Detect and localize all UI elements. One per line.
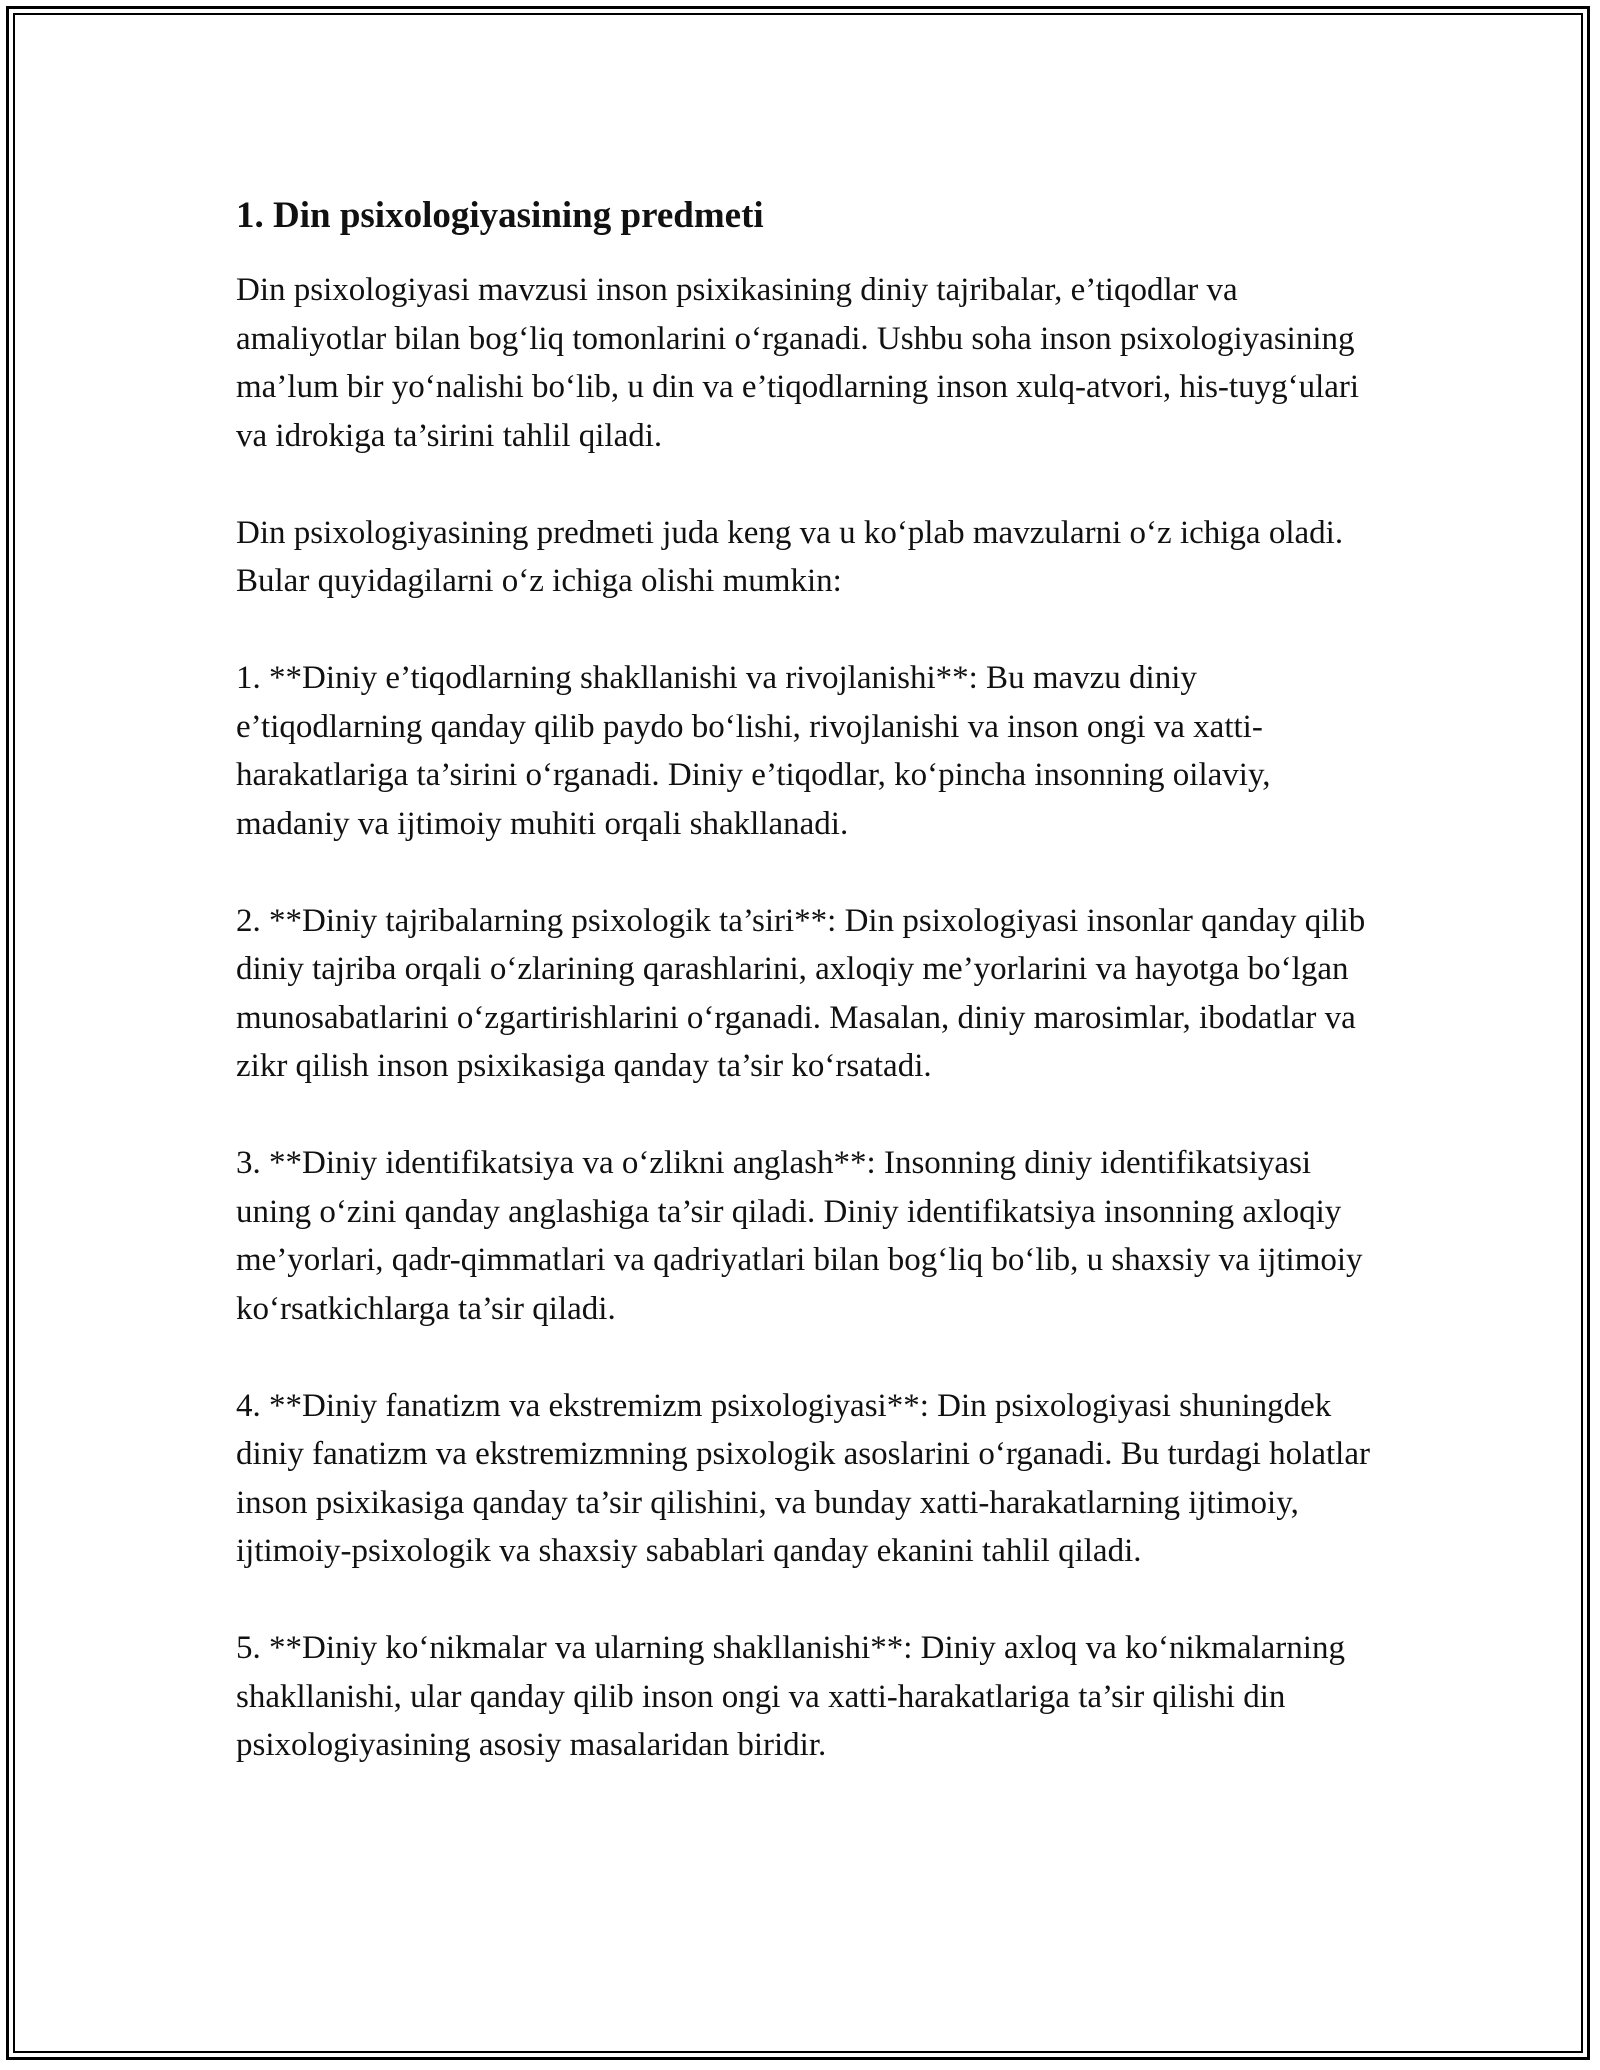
list-item-5: 5. **Diniy ko‘nikmalar va ularning shakllanishi**: Diniy axloq va ko‘nikmalarning shakllanishi, ular qanday qilib inson ongi va xatti-harakatlariga ta’sir qilishi din psixologiyasining asosiy masalaridan biridir.	[236, 1630, 1345, 1763]
list-item-4: 4. **Diniy fanatizm va ekstremizm psixologiyasi**: Din psixologiyasi shuningdek diniy fanatizm va ekstremizmning psixologik asoslarini o‘rganadi. Bu turdagi holatlar inson psixikasiga qanday ta’sir qilishini, va bunday xatti-harakatlarning ijtimoiy, ijtimoiy-psixologik va shaxsiy sabablari qanday ekanini tahlil qiladi.	[236, 1387, 1370, 1569]
list-item-2: 2. **Diniy tajribalarning psixologik ta’siri**: Din psixologiyasi insonlar qanday qilib diniy tajriba orqali o‘zlarining qarashlarini, axloqiy me’yorlarini va hayotga bo‘lgan munosabatlarini o‘zgartirishlarini o‘rganadi. Masalan, diniy marosimlar, ibodatlar va zikr qilish inson psixikasiga qanday ta’sir ko‘rsatadi.	[236, 902, 1366, 1084]
section-heading: 1. Din psixologiyasining predmeti	[236, 195, 764, 236]
paragraph-intro: Din psixologiyasi mavzusi inson psixikasining diniy tajribalar, e’tiqodlar va amaliyotlar bilan bog‘liq tomonlarini o‘rganadi. Ushbu soha inson psixologiyasining ma’lum bir yo‘nalishi bo‘lib, u din va e’tiqodlarning inson xulq-atvori, his-tuyg‘ulari va idrokiga ta’sirini tahlil qiladi.	[236, 272, 1360, 454]
list-item-1: 1. **Diniy e’tiqodlarning shakllanishi va rivojlanishi**: Bu mavzu diniy e’tiqodlarning qanday qilib paydo bo‘lishi, rivojlanishi va inson ongi va xatti-harakatlariga ta’sirini o‘rganadi. Diniy e’tiqodlar, ko‘pincha insonning oilaviy, madaniy va ijtimoiy muhiti orqali shakllanadi.	[236, 660, 1271, 842]
paragraph-scope: Din psixologiyasining predmeti juda keng va u ko‘plab mavzularni o‘z ichiga oladi. Bular quyidagilarni o‘z ichiga olishi mumkin:	[236, 514, 1344, 599]
list-item-3: 3. **Diniy identifikatsiya va o‘zlikni anglash**: Insonning diniy identifikatsiyasi uning o‘zini qanday anglashiga ta’sir qiladi. Diniy identifikatsiya insonning axloqiy me’yorlari, qadr-qimmatlari va qadriyatlari bilan bog‘liq bo‘lib, u shaxsiy va ijtimoiy ko‘rsatkichlarga ta’sir qiladi.	[236, 1145, 1363, 1327]
document-body	[236, 190, 1376, 1818]
